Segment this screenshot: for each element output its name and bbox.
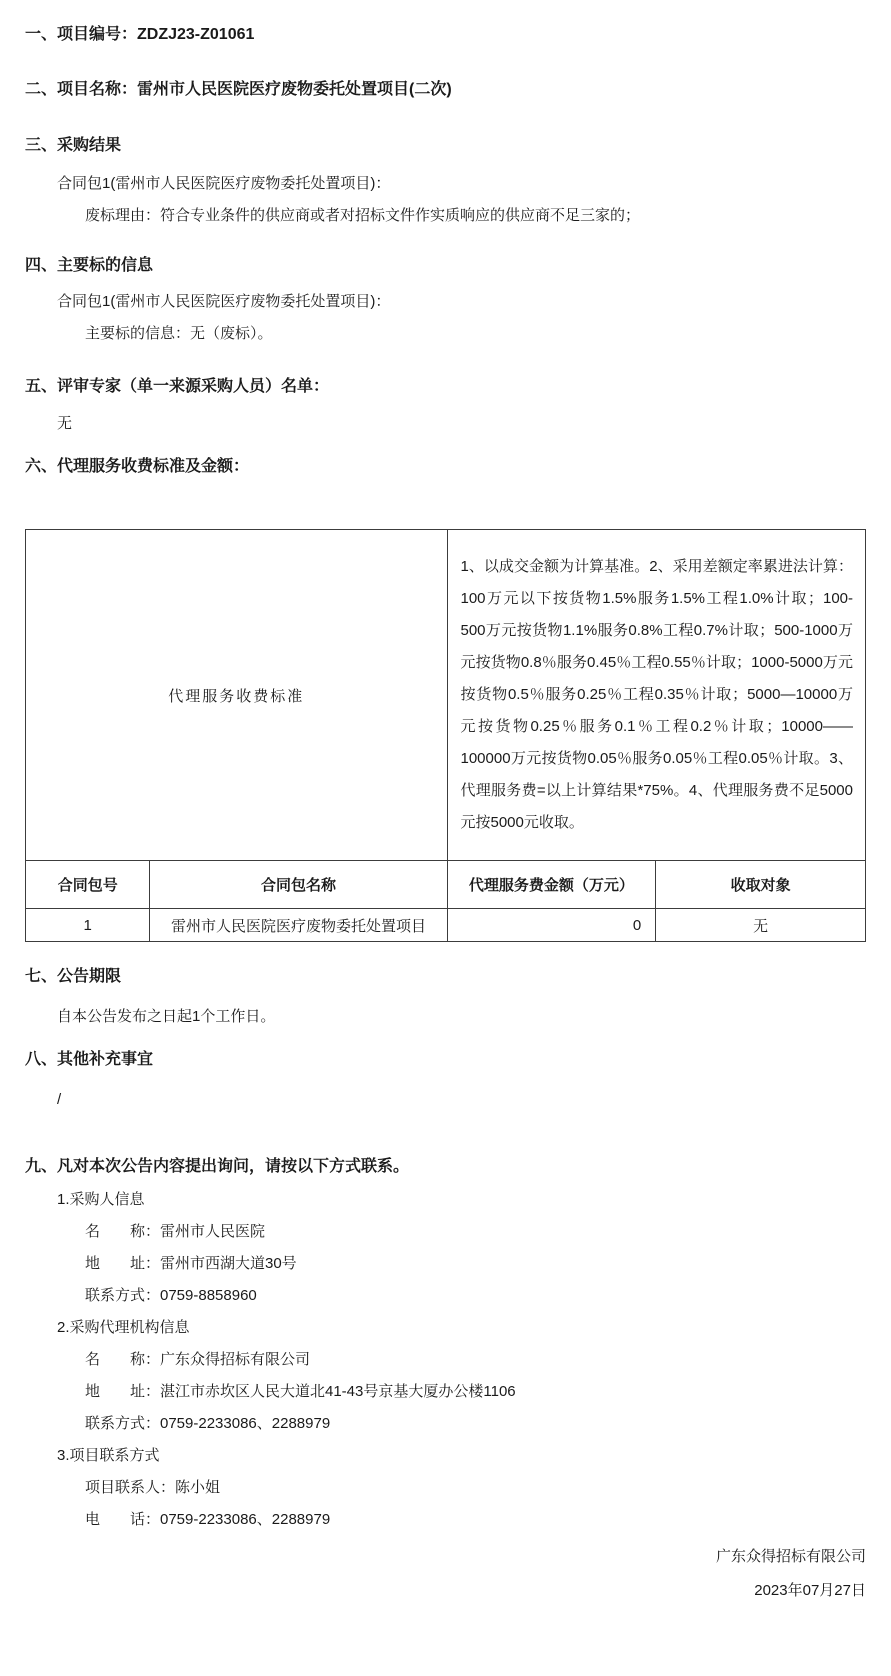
section-main-subject-heading: 四、主要标的信息 — [25, 257, 154, 274]
fee-col-header-package-name: 合同包名称 — [150, 861, 447, 909]
fee-col-header-fee-amount: 代理服务费金额（万元） — [447, 861, 656, 909]
fee-standard-text-cell: 1、以成交金额为计算基准。2、采用差额定率累进法计算：100万元以下按货物1.5%服务1.5%工程1.0%计取；100-500万元按货物1.1%服务0.8%工程0.7%计取；500-1000万元按货物0.8％服务0.45％工程0.55％计取；1000-5000万元按货物0.5％服务0.25％工程0.35％计取；5000—10000万元按货物0.25％服务0.1％工程0.2％计取；10000——100000万元按货物0.05％服务0.05％工程0.05％计取。3、代理服务费=以上计算结果*75%。4、代理服务费不足5000元按5000元收取。 — [447, 530, 866, 861]
fee-col-header-package-no: 合同包号 — [26, 861, 150, 909]
section-project-number-heading: 一、项目编号：ZDZJ23-Z01061 — [25, 26, 255, 43]
section-announcement-period-heading: 七、公告期限 — [25, 968, 122, 985]
main-subject-package-line: 合同包1(雷州市人民医院医疗废物委托处置项目)： — [57, 293, 391, 310]
agency-phone-line: 联系方式：0759-2233086、2288979 — [85, 1415, 331, 1432]
section-procurement-result-heading: 三、采购结果 — [25, 137, 122, 154]
project-contact-title: 3.项目联系方式 — [57, 1447, 160, 1464]
section-agency-fee-heading: 六、代理服务收费标准及金额： — [25, 458, 250, 475]
section-project-name-heading: 二、项目名称：雷州市人民医院医疗废物委托处置项目(二次) — [25, 81, 452, 98]
purchaser-phone-line: 联系方式：0759-8858960 — [85, 1287, 257, 1304]
purchaser-info-title: 1.采购人信息 — [57, 1191, 145, 1208]
signature-date: 2023年07月27日 — [754, 1582, 866, 1599]
section-contact-heading: 九、凡对本次公告内容提出询问，请按以下方式联系。 — [25, 1158, 410, 1175]
fee-table-data-row — [26, 909, 866, 942]
main-subject-detail-line: 主要标的信息：无（废标）。 — [85, 325, 273, 342]
agency-address-line: 地 址：湛江市赤坎区人民大道北41-43号京基大厦办公楼1106 — [85, 1383, 516, 1400]
purchaser-name-line: 名 称：雷州市人民医院 — [85, 1223, 266, 1240]
procurement-result-package-line: 合同包1(雷州市人民医院医疗废物委托处置项目)： — [57, 175, 391, 192]
signature-company: 广东众得招标有限公司 — [715, 1548, 866, 1565]
other-matters-detail-line: / — [57, 1091, 62, 1108]
agency-info-title: 2.采购代理机构信息 — [57, 1319, 190, 1336]
fee-cell-package-no: 1 — [26, 909, 150, 942]
fee-standard-label-cell: 代理服务收费标准 — [26, 530, 448, 861]
fee-cell-charge-target: 无 — [656, 909, 866, 942]
project-contact-person-line: 项目联系人：陈小姐 — [85, 1479, 221, 1496]
review-experts-detail-line: 无 — [57, 415, 73, 432]
fee-cell-fee-amount: 0 — [447, 909, 656, 942]
fee-cell-package-name: 雷州市人民医院医疗废物委托处置项目 — [150, 909, 447, 942]
fee-standard-row — [26, 530, 866, 861]
agency-fee-table — [25, 529, 866, 942]
announcement-period-detail-line: 自本公告发布之日起1个工作日。 — [57, 1008, 276, 1025]
fee-col-header-charge-target: 收取对象 — [656, 861, 866, 909]
fee-table-header-row — [26, 861, 866, 909]
section-other-matters-heading: 八、其他补充事宜 — [25, 1051, 154, 1068]
procurement-result-detail-line: 废标理由：符合专业条件的供应商或者对招标文件作实质响应的供应商不足三家的； — [85, 207, 641, 224]
section-review-experts-heading: 五、评审专家（单一来源采购人员）名单： — [25, 378, 330, 395]
agency-name-line: 名 称：广东众得招标有限公司 — [85, 1351, 311, 1368]
purchaser-address-line: 地 址：雷州市西湖大道30号 — [85, 1255, 297, 1272]
project-contact-phone-line: 电 话：0759-2233086、2288979 — [85, 1511, 331, 1528]
